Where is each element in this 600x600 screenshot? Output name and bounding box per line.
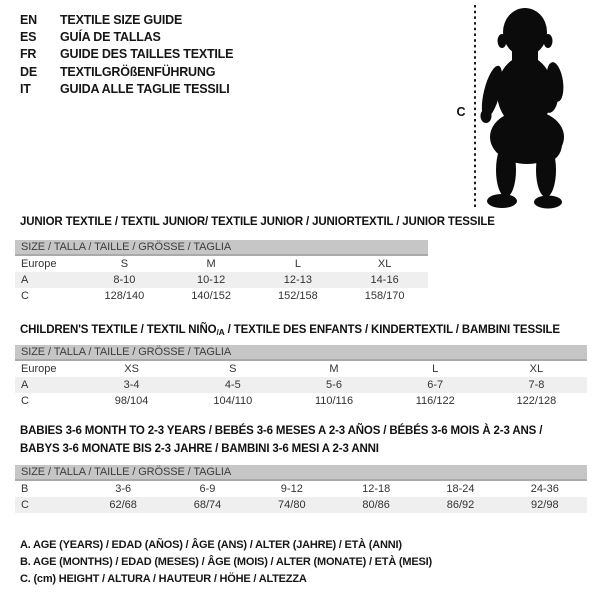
row-label: A xyxy=(21,274,29,286)
table-cell: 74/80 xyxy=(278,499,306,511)
row-label: C xyxy=(21,290,29,302)
lang-title: GUIDA ALLE TAGLIE TESSILI xyxy=(60,82,230,97)
row-label: B xyxy=(21,483,29,495)
table-cell: S xyxy=(229,363,237,375)
row-label: C xyxy=(21,395,29,407)
table-cell: 110/116 xyxy=(314,395,354,407)
size-table-body xyxy=(15,361,587,409)
lang-title: TEXTILE SIZE GUIDE xyxy=(60,12,183,27)
table-cell: S xyxy=(120,258,129,270)
table-cell: 122/128 xyxy=(516,395,557,407)
table-cell: XS xyxy=(124,363,139,375)
table-cell: 68/74 xyxy=(193,499,222,511)
table-cell: M xyxy=(206,258,216,270)
size-table-body xyxy=(15,256,428,304)
table-cell: 24-36 xyxy=(530,483,559,495)
section-title-line: BABIES 3-6 MONTH TO 2-3 YEARS / BEBÉS 3-6 MESES A 2-3 AÑOS / BÉBÉS 3-6 MOIS À 2-3 ANS / xyxy=(20,425,543,437)
lang-row xyxy=(20,81,233,98)
footnote-c: C. (cm) HEIGHT / ALTURA / HAUTEUR / HÖHE / ALTEZZA xyxy=(20,573,307,586)
table-row xyxy=(15,393,587,409)
lang-title: GUÍA DE TALLAS xyxy=(60,30,161,45)
table-cell: XL xyxy=(377,258,392,270)
table-row xyxy=(15,272,428,288)
section-title-line: JUNIOR TEXTILE / TEXTIL JUNIOR/ TEXTILE JUNIOR / JUNIORTEXTIL / JUNIOR TESSILE xyxy=(20,216,495,228)
table-cell: XL xyxy=(529,363,544,375)
section-title xyxy=(20,423,542,458)
table-cell: L xyxy=(432,363,439,375)
size-table-header: SIZE / TALLA / TAILLE / GRÖSSE / TAGLIA xyxy=(15,465,587,481)
table-cell: 116/122 xyxy=(415,395,455,407)
table-cell: 92/98 xyxy=(531,499,559,511)
table-cell: 140/152 xyxy=(191,290,231,302)
section-title xyxy=(20,214,495,232)
table-row xyxy=(15,361,587,377)
table-cell: 152/158 xyxy=(277,290,318,302)
table-cell: 128/140 xyxy=(104,290,145,302)
table-cell: 80/86 xyxy=(362,499,390,511)
table-cell: M xyxy=(329,363,339,375)
section-title-line: CHILDREN'S TEXTILE / TEXTIL $NIÑO_{/A}$ / TEXTILE DES ENFANTS / KINDERTEXTIL / BAMBINI TESSILE xyxy=(20,324,560,337)
lang-row xyxy=(20,63,233,80)
size-table-body xyxy=(15,481,587,513)
section-title xyxy=(20,322,560,342)
lang-row xyxy=(20,11,233,28)
table-cell: 62/68 xyxy=(109,499,137,511)
table-cell: 98/104 xyxy=(114,395,149,407)
lang-code: FR xyxy=(20,47,37,62)
table-cell: 12-13 xyxy=(283,274,312,286)
size-table xyxy=(15,465,587,513)
table-cell: 6-9 xyxy=(199,483,216,495)
table-row xyxy=(15,256,428,272)
section-title-line: BABYS 3-6 MONATE BIS 2-3 JAHRE / BAMBINI 3-6 MESI A 2-3 ANNI xyxy=(20,442,379,455)
table-cell: 18-24 xyxy=(446,483,475,495)
table-cell: 6-7 xyxy=(427,379,444,391)
row-label: Europe xyxy=(21,258,57,270)
lang-code: ES xyxy=(20,30,37,45)
table-cell: 3-6 xyxy=(115,483,132,495)
table-row xyxy=(15,288,428,304)
lang-row xyxy=(20,46,233,63)
table-cell: L xyxy=(294,258,301,270)
table-row xyxy=(15,481,587,497)
size-table-header: SIZE / TALLA / TAILLE / GRÖSSE / TAGLIA xyxy=(15,240,428,256)
footnote-a: A. AGE (YEARS) / EDAD (AÑOS) / ÂGE (ANS) / ALTER (JAHRE) / ETÀ (ANNI) xyxy=(20,539,402,551)
table-cell: 10-12 xyxy=(197,274,226,286)
table-cell: 104/110 xyxy=(213,395,253,407)
lang-row xyxy=(20,28,233,45)
lang-code: IT xyxy=(20,82,31,97)
table-cell: 5-6 xyxy=(326,379,342,391)
table-row xyxy=(15,377,587,393)
table-cell: 4-5 xyxy=(224,379,241,391)
table-cell: 3-4 xyxy=(123,379,140,391)
table-cell: 14-16 xyxy=(370,274,399,286)
table-cell: 12-18 xyxy=(362,483,391,495)
size-table xyxy=(15,240,428,304)
baby-silhouette-shape xyxy=(478,8,566,209)
lang-code: EN xyxy=(20,12,37,27)
table-cell: 9-12 xyxy=(280,483,303,495)
figure-height-label: C xyxy=(456,105,466,119)
table-cell: 158/170 xyxy=(364,290,405,302)
row-label: A xyxy=(21,379,29,391)
lang-code: DE xyxy=(20,64,37,79)
lang-title: TEXTILGRÖßENFÜHRUNG xyxy=(60,64,216,79)
language-header xyxy=(20,11,233,98)
table-cell: 8-10 xyxy=(113,274,136,286)
size-table-header: SIZE / TALLA / TAILLE / GRÖSSE / TAGLIA xyxy=(15,345,587,361)
footnote-b: B. AGE (MONTHS) / EDAD (MESES) / ÂGE (MOIS) / ALTER (MONATE) / ETÀ (MESI) xyxy=(20,556,432,569)
size-table xyxy=(15,345,587,409)
table-row xyxy=(15,497,587,513)
row-label: Europe xyxy=(21,363,57,375)
row-label: C xyxy=(21,499,29,511)
table-cell: 86/92 xyxy=(446,499,475,511)
table-cell: 7-8 xyxy=(528,379,545,391)
lang-title: GUIDE DES TAILLES TEXTILE xyxy=(60,47,234,62)
footnotes xyxy=(20,537,432,589)
